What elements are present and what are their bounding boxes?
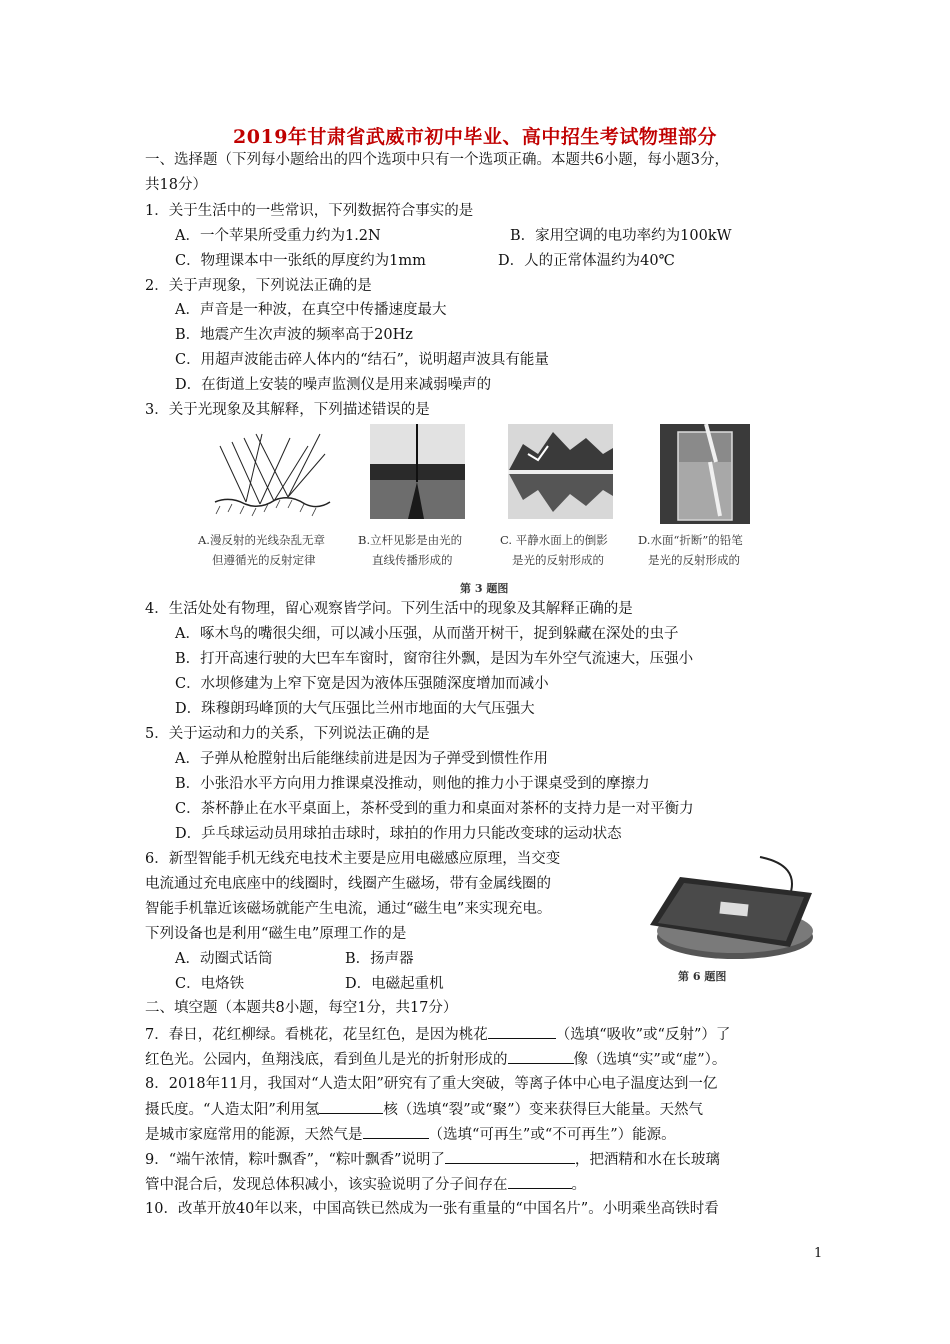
section1-heading: 一、选择题（下列每小题给出的四个选项中只有一个选项正确。本题共6小题，每小题3分， — [145, 152, 729, 168]
wireless-charger-figure — [640, 855, 820, 965]
q9-text-b: ，把酒精和水在长玻璃 — [574, 1152, 720, 1168]
lake-reflection-photo — [508, 424, 613, 524]
pencil-in-glass-photo — [660, 424, 750, 524]
q5-option-b: B．小张沿水平方向用力推课桌没推动，则他的推力小于课桌受到的摩擦力 — [175, 776, 650, 792]
q6-figure-title: 第 6 题图 — [678, 970, 727, 983]
q6-option-b: B．扬声器 — [345, 951, 414, 967]
q6-stem-line2: 电流通过充电底座中的线圈时，线圈产生磁场，带有金属线圈的 — [145, 876, 551, 892]
q7-blank-1[interactable] — [488, 1024, 556, 1039]
q3-caption-d-line2: 是光的反射形成的 — [648, 553, 740, 567]
q5-option-a: A．子弹从枪膛射出后能继续前进是因为子弹受到惯性作用 — [175, 751, 548, 767]
q5-stem: 5．关于运动和力的关系，下列说法正确的是 — [145, 726, 430, 742]
q2-option-b: B．地震产生次声波的频率高于20Hz — [175, 327, 413, 343]
q10-line1: 10．改革开放40年以来，中国高铁已然成为一张有重量的“中国名片”。小明乘坐高铁时看 — [145, 1201, 719, 1217]
q7-text-c: 红色光。公园内，鱼翔浅底，看到鱼儿是光的折射形成的 — [145, 1052, 508, 1068]
q7-text-b: （选填“吸收”或“反射”）了 — [555, 1027, 731, 1043]
q4-option-d: D．珠穆朗玛峰顶的大气压强比兰州市地面的大气压强大 — [175, 701, 535, 717]
q3-stem: 3．关于光现象及其解释，下列描述错误的是 — [145, 402, 430, 418]
q8-line1: 8．2018年11月，我国对“人造太阳”研究有了重大突破，等离子体中心电子温度达到一亿 — [145, 1076, 718, 1092]
q4-option-a: A．啄木鸟的嘴很尖细，可以减小压强，从而凿开树干，捉到躲藏在深处的虫子 — [175, 626, 679, 642]
q3-caption-a-line1: A.漫反射的光线杂乱无章 — [198, 533, 325, 547]
q2-option-c: C．用超声波能击碎人体内的“结石”，说明超声波具有能量 — [175, 352, 549, 368]
q8-text-b: 摄氏度。“人造太阳”利用氢 — [145, 1102, 320, 1118]
q3-figure-title: 第 3 题图 — [460, 582, 509, 595]
q8-line3 — [145, 1124, 676, 1145]
q3-caption-b-line1: B.立杆见影是由光的 — [358, 533, 463, 547]
q9-blank-1[interactable] — [445, 1149, 575, 1164]
q8-text-d: 是城市家庭常用的能源，天然气是 — [145, 1127, 363, 1143]
q2-option-d: D．在街道上安装的噪声监测仪是用来减弱噪声的 — [175, 377, 492, 393]
q6-option-a: A．动圈式话筒 — [175, 951, 273, 967]
q2-stem: 2．关于声现象，下列说法正确的是 — [145, 278, 372, 294]
q1-option-b: B．家用空调的电功率约为100kW — [510, 228, 732, 244]
q3-caption-b-line2: 直线传播形成的 — [372, 553, 453, 567]
q9-line1 — [145, 1149, 720, 1170]
q8-blank-1[interactable] — [319, 1099, 383, 1114]
q3-caption-c-line2: 是光的反射形成的 — [512, 553, 604, 567]
q8-text-c: 核（选填“裂”或“聚”）变来获得巨大能量。天然气 — [383, 1102, 703, 1118]
q7-line1 — [145, 1024, 730, 1045]
q4-option-b: B．打开高速行驶的大巴车车窗时，窗帘往外飘，是因为车外空气流速大，压强小 — [175, 651, 694, 667]
q6-option-d: D．电磁起重机 — [345, 976, 444, 992]
q8-text-e: （选填“可再生”或“不可再生”）能源。 — [428, 1127, 676, 1143]
q8-blank-2[interactable] — [363, 1124, 429, 1139]
q9-text-d: 。 — [571, 1177, 586, 1193]
q9-text-a: 9．“端午浓情，粽叶飘香”，“粽叶飘香”说明了 — [145, 1152, 445, 1168]
q1-stem: 1．关于生活中的一些常识，下列数据符合事实的是 — [145, 203, 474, 219]
q1-option-d: D．人的正常体温约为40℃ — [498, 253, 675, 269]
q3-caption-a-line2: 但遵循光的反射定律 — [212, 553, 316, 567]
q7-text-a: 7．春日，花红柳绿。看桃花，花呈红色，是因为桃花 — [145, 1027, 488, 1043]
section2-heading: 二、填空题（本题共8小题，每空1分，共17分） — [145, 1000, 458, 1016]
pole-shadow-photo — [370, 424, 465, 524]
section1-heading-cont: 共18分） — [145, 177, 207, 193]
q3-caption-d-line1: D.水面“折断”的铅笔 — [638, 533, 743, 547]
q3-caption-c-line1: C. 平静水面上的倒影 — [500, 533, 608, 547]
q9-line2 — [145, 1174, 586, 1195]
q4-stem: 4．生活处处有物理，留心观察皆学问。下列生活中的现象及其解释正确的是 — [145, 601, 633, 617]
diffuse-reflection-figure — [210, 424, 335, 524]
q7-text-d: 像（选填“实”或“虚”）。 — [573, 1052, 727, 1068]
q7-line2 — [145, 1049, 726, 1070]
q6-stem-line1: 6．新型智能手机无线充电技术主要是应用电磁感应原理，当交变 — [145, 851, 561, 867]
q1-option-a: A．一个苹果所受重力约为1.2N — [175, 228, 381, 244]
q9-text-c: 管中混合后，发现总体积减小，该实验说明了分子间存在 — [145, 1177, 508, 1193]
q6-stem-line4: 下列设备也是利用“磁生电”原理工作的是 — [145, 926, 407, 942]
q4-option-c: C．水坝修建为上窄下宽是因为液体压强随深度增加而减小 — [175, 676, 549, 692]
q6-stem-line3: 智能手机靠近该磁场就能产生电流，通过“磁生电”来实现充电。 — [145, 901, 552, 917]
q1-option-c: C．物理课本中一张纸的厚度约为1mm — [175, 253, 426, 269]
q5-option-c: C．茶杯静止在水平桌面上，茶杯受到的重力和桌面对茶杯的支持力是一对平衡力 — [175, 801, 694, 817]
q3-figures — [190, 424, 790, 524]
q2-option-a: A．声音是一种波，在真空中传播速度最大 — [175, 302, 447, 318]
q9-blank-2[interactable] — [508, 1174, 572, 1189]
q7-blank-2[interactable] — [508, 1049, 574, 1064]
page-number: 1 — [814, 1246, 823, 1261]
q6-option-c: C．电烙铁 — [175, 976, 245, 992]
q8-line2 — [145, 1099, 703, 1120]
q5-option-d: D．乒乓球运动员用球拍击球时，球拍的作用力只能改变球的运动状态 — [175, 826, 622, 842]
exam-title: 2019年甘肃省武威市初中毕业、高中招生考试物理部分 — [233, 126, 717, 148]
